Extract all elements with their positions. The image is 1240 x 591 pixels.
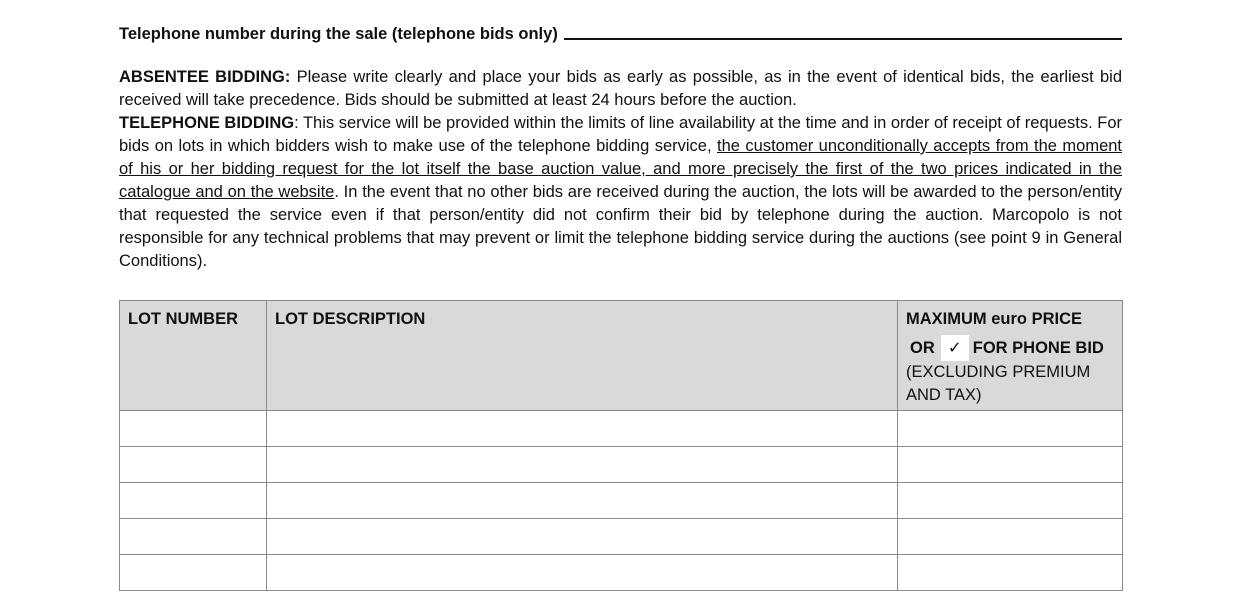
excluding-premium-note: (EXCLUDING PREMIUM AND TAX) — [906, 363, 1091, 404]
maximum-price-cell[interactable] — [898, 411, 1123, 447]
telephone-bidding-text-after: . In the event that no other bids are received during the auction, the lots will be awarded to the person/entity that requested the service even if that person/entity did not confirm their bid by telephone during the auction. Marcopolo is not responsible for any technical problems that may prevent or limit the telephone bidding service during the auctions (see point 9 in General Conditions). — [119, 183, 1122, 270]
maximum-price-cell[interactable] — [898, 483, 1123, 519]
maximum-price-header — [898, 301, 1123, 411]
table-row — [120, 447, 1123, 483]
bids-table-body — [120, 411, 1123, 591]
phone-bid-option — [906, 335, 1114, 361]
phone-number-field[interactable] — [564, 37, 1122, 40]
absentee-bidding-text: Please write clearly and place your bids as early as possible, as in the event of identical bids, the earliest bid received will take precedence. Bids should be submitted at least 24 hours before the auction. — [119, 68, 1123, 109]
telephone-bidding-text-before: : This service will be provided within the limits of line availability at the time and in order of receipt of requests. For bids on lots in which bidders wish to make use of the telephone bidding service, — [119, 114, 1122, 155]
table-row — [120, 519, 1123, 555]
telephone-bidding-paragraph — [119, 112, 1122, 273]
maximum-price-cell[interactable] — [898, 555, 1123, 591]
telephone-bidding-underlined-terms: the customer unconditionally accepts from the moment of his or her bidding request for the lot itself the base auction value, and more precisely the first of the two prices indicated in the catalogue and on the website — [119, 137, 1123, 201]
or-label: OR — [910, 338, 935, 357]
absentee-bidding-paragraph — [119, 66, 1122, 112]
maximum-price-cell[interactable] — [898, 447, 1123, 483]
table-row — [120, 555, 1123, 591]
lot-number-header: LOT NUMBER — [120, 301, 267, 411]
phone-bid-label: FOR PHONE BID — [972, 338, 1104, 357]
absentee-bidding-heading: ABSENTEE BIDDING: — [119, 68, 291, 86]
maximum-price-header-line1: MAXIMUM euro PRICE — [906, 310, 1083, 328]
lot-number-cell[interactable] — [120, 519, 267, 555]
lot-number-cell[interactable] — [120, 447, 267, 483]
phone-number-label: Telephone number during the sale (telephone bids only) — [119, 25, 558, 43]
maximum-price-cell[interactable] — [898, 519, 1123, 555]
bids-table — [119, 300, 1123, 591]
telephone-bidding-heading: TELEPHONE BIDDING — [119, 114, 295, 132]
lot-description-cell[interactable] — [267, 519, 898, 555]
lot-description-header: LOT DESCRIPTION — [267, 301, 898, 411]
bidding-instructions — [119, 66, 1122, 273]
lot-description-cell[interactable] — [267, 555, 898, 591]
phone-number-line — [119, 20, 1122, 44]
lot-description-cell[interactable] — [267, 483, 898, 519]
lot-number-cell[interactable] — [120, 555, 267, 591]
lot-description-cell[interactable] — [267, 447, 898, 483]
table-row — [120, 411, 1123, 447]
lot-number-cell[interactable] — [120, 483, 267, 519]
lot-number-cell[interactable] — [120, 411, 267, 447]
table-row — [120, 483, 1123, 519]
lot-description-cell[interactable] — [267, 411, 898, 447]
checkmark-icon: ✓ — [941, 335, 969, 361]
bids-table-header-row — [120, 301, 1123, 411]
